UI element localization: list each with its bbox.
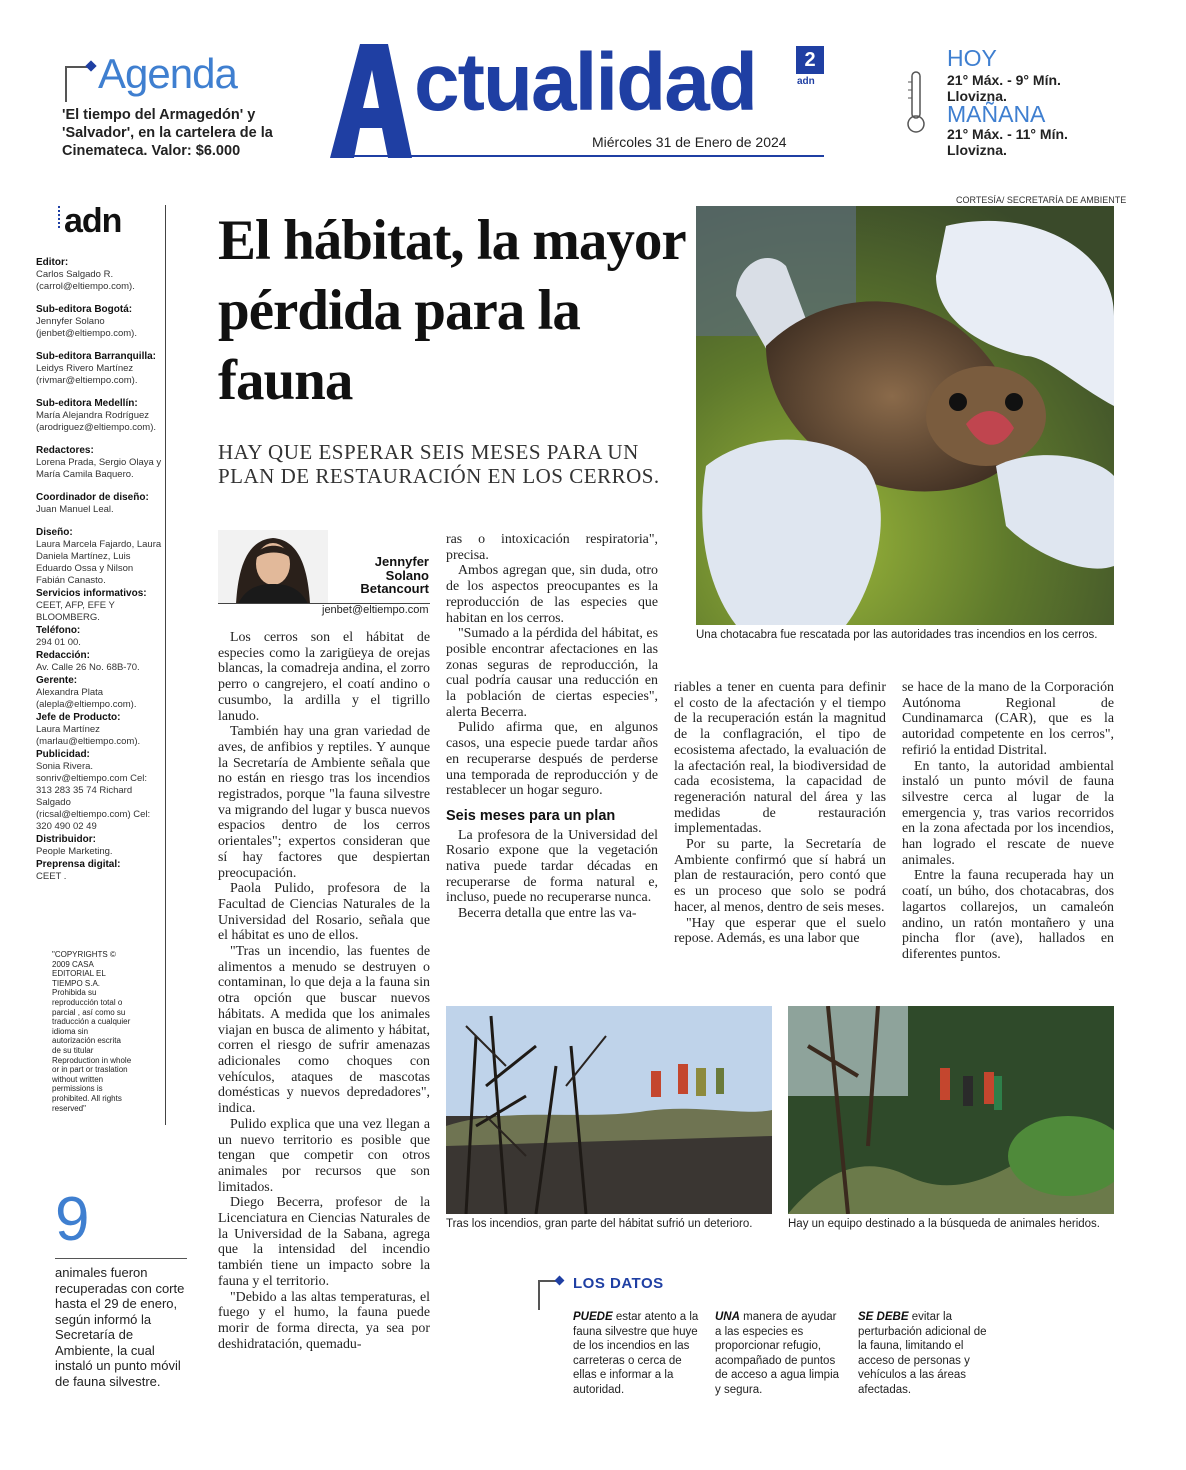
staff-role: Distribuidor: — [36, 834, 96, 845]
paragraph: Por su parte, la Secretaría de Ambiente confirmó que sí habrá un plan de restauración, pero contó que es un proceso que solo se podrá hacer, al menos, dentro de seis meses. — [674, 837, 886, 915]
staff-entry — [36, 445, 164, 481]
sidebar-divider — [165, 205, 166, 1125]
staff-lines: María Alejandra Rodríguez (arodriguez@eltiempo.com). — [36, 410, 156, 433]
staff-entry — [36, 675, 164, 711]
staff-lines: Jennyfer Solano (jenbet@eltiempo.com). — [36, 316, 137, 339]
paragraph: Becerra detalla que entre las va- — [458, 906, 637, 922]
staff-role: Sub-editora Bogotá: — [36, 304, 133, 315]
paragraph: "Hay que esperar que el suelo repose. Además, es una labor que — [674, 915, 886, 947]
paragraph: También hay una gran variedad de aves, de anfibios y reptiles. Y aunque la Secretaría de Ambiente señala que no están en riesgo tras los incendios registrados, porque "la fauna silvestre va migrando del lugar y busca nuevos espacios dentro de los cerros orientales"; expertos consideran que sí hay factores que despiertan preocupación. — [218, 724, 430, 881]
staff-role: Editor: — [36, 257, 69, 268]
datos-lead: PUEDE — [573, 1311, 613, 1323]
datos-lead: UNA — [715, 1311, 740, 1323]
article-column-3 — [674, 680, 886, 947]
staff-lines: CEET, AFP, EFE Y BLOOMBERG. — [36, 600, 115, 623]
staff-lines: Laura Martínez (marlau@eltiempo.com). — [36, 724, 141, 747]
staff-entry — [36, 492, 164, 516]
staff-role: Coordinador de diseño: — [36, 492, 149, 503]
datos-lead: SE DEBE — [858, 1311, 909, 1323]
staff-entry — [36, 304, 164, 340]
staff-entry — [36, 859, 164, 883]
weather-today-temps: 21° Máx. - 9° Mín. — [947, 72, 1061, 88]
paragraph: "Sumado a la pérdida del hábitat, es posible encontrar afectaciones en las zonas seguras de reproducción, la cual podría causar una reducción en la población de ciertas especies", alerta Becerra. — [446, 626, 658, 720]
staff-role: Publicidad: — [36, 749, 90, 760]
article-column-1 — [218, 630, 430, 1352]
weather-today-label: HOY — [947, 45, 997, 71]
staff-role: Preprensa digital: — [36, 859, 121, 870]
photo2-caption: Tras los incendios, gran parte del hábitat sufrió un deterioro. — [446, 1218, 753, 1230]
paragraph: Ambos agregan que, sin duda, otro de los aspectos preocupantes es la reproducción de las especies que habitan en los cerros. — [446, 563, 658, 626]
stat-text: animales fueron recuperadas con corte hasta el 29 de enero, según informó la Secretaría de Ambiente, la cual instaló un punto móvil de fauna silvestre. — [55, 1265, 185, 1389]
author-photo — [218, 530, 328, 604]
paragraph: Paola Pulido, profesora de la Facultad de Ciencias Naturales de la Universidad del Rosario, señala que el hábitat es uno de ellos. — [218, 881, 430, 944]
paragraph: Pulido afirma que, en algunos casos, una especie puede tardar años en recuperarse después de perderse una temporada de reproducción y de restablecer un hogar seguro. — [446, 720, 658, 799]
staff-lines: Laura Marcela Fajardo, Laura Daniela Martínez, Luis Eduardo Ossa y Nilson Fabián Canasto. — [36, 539, 162, 586]
paragraph: "Debido a las altas temperaturas, el fuego y el humo, la fauna puede morir de forma directa, ya sea por deshidratación, quemadu- — [218, 1289, 430, 1352]
staff-role: Jefe de Producto: — [36, 712, 121, 723]
photo3-caption: Hay un equipo destinado a la búsqueda de animales heridos. — [788, 1218, 1100, 1230]
thermometer-icon — [906, 70, 926, 134]
article-headline: El hábitat, la mayor pérdida para la fauna — [218, 209, 685, 412]
staff-entry — [36, 749, 164, 833]
weather-tomorrow-desc: Llovizna. — [947, 142, 1007, 158]
staff-lines: Sonia Rivera. sonriv@eltiempo.com Cel: 313 283 35 74 Richard Salgado (ricsal@eltiempo.com) Cel: 320 490 02 49 — [36, 761, 151, 832]
photo-burned-forest — [446, 1006, 772, 1214]
staff-entry — [36, 351, 164, 387]
staff-entry — [36, 650, 164, 674]
paragraph: Diego Becerra, profesor de la Licenciatura en Ciencias Naturales de la Universidad de la Sabana, agrega que la intensidad del incendio también tiene un impacto sobre la fauna y el territorio. — [218, 1195, 430, 1289]
datos-item — [858, 1310, 988, 1398]
paragraph: se hace de la mano de la Corporación Autónoma Regional de Cundinamarca (CAR), que es la autoridad competente en los cerros", refirió la entidad Distrital. — [902, 680, 1114, 758]
staff-role: Gerente: — [36, 675, 78, 686]
staff-lines: CEET . — [36, 871, 67, 882]
staff-entry — [36, 834, 164, 858]
article-column-2 — [446, 532, 658, 922]
paragraph: En tanto, la autoridad ambiental instaló un punto móvil de fauna silvestre cerca al lugar de la emergencia y, tras varios recorridos en la zona afectada por los incendios, han logrado el rescate de nueve animales. — [902, 758, 1114, 868]
paragraph: Los cerros son el hábitat de especies como la zarigüeya de orejas blancas, la comadreja andina, el zorro perro o cangrejero, el coatí andino o cusumbo, la ardilla y el tigrillo lanudo. — [218, 630, 430, 724]
staff-lines: Juan Manuel Leal. — [36, 504, 114, 515]
staff-role: Redacción: — [36, 650, 90, 661]
datos-bracket — [538, 1280, 558, 1310]
staff-entry — [36, 257, 164, 293]
author-email: jenbet@eltiempo.com — [322, 604, 429, 616]
paragraph: La profesora de la Universidad del Rosario expone que la vegetación nativa puede tardar décadas en recuperarse de forma natural e, incluso, puede no recuperarse nunca. — [446, 827, 658, 906]
staff-entry — [36, 625, 164, 649]
stat-number: 9 — [55, 1185, 90, 1254]
staff-lines: 294 01 00. — [36, 637, 81, 648]
main-photo-caption: Una chotacabra fue rescatada por las autoridades tras incendios en los cerros. — [696, 629, 1098, 641]
staff-lines: Alexandra Plata (alepla@eltiempo.com). — [36, 687, 137, 710]
staff-entry — [36, 588, 164, 624]
agenda-text: 'El tiempo del Armagedón' y 'Salvador', en la cartelera de la Cinemateca. Valor: $6.000 — [62, 107, 273, 159]
staff-role: Teléfono: — [36, 625, 81, 636]
main-photo-bird — [696, 206, 1114, 625]
photo-rescue-team — [788, 1006, 1114, 1214]
page-brand: adn — [797, 76, 815, 87]
staff-entry — [36, 712, 164, 748]
weather-today-desc: Llovizna. — [947, 88, 1007, 104]
staff-role: Servicios informativos: — [36, 588, 147, 599]
weather-tomorrow-temps: 21° Máx. - 11° Mín. — [947, 126, 1068, 142]
datos-title: LOS DATOS — [573, 1275, 664, 1292]
datos-text: evitar la perturbación adicional de la fauna, limitando el acceso de personas y vehículos a las áreas afectadas. — [858, 1311, 987, 1396]
datos-text: estar atento a la fauna silvestre que huye de los incendios en las carreteras o cerca de ellas e informar a la autoridad. — [573, 1311, 699, 1396]
author-name: Jennyfer Solano Betancourt — [360, 554, 429, 597]
staff-lines: Av. Calle 26 No. 68B-70. — [36, 662, 140, 673]
staff-role: Diseño: — [36, 527, 73, 538]
staff-lines: People Marketing. — [36, 846, 113, 857]
staff-lines: Lorena Prada, Sergio Olaya y María Camila Baquero. — [36, 457, 162, 480]
agenda-bracket — [65, 66, 91, 102]
article-column-4 — [902, 680, 1114, 963]
page-number: 2 — [796, 46, 824, 74]
staff-entry — [36, 398, 164, 434]
paragraph: Entre la fauna recuperada hay un coatí, un búho, dos chotacabras, dos lagartos collarejos, un camaleón andino, un ratón montañero y una pincha flor (ave), hallados en diferentes puntos. — [902, 868, 1114, 962]
staff-lines: Carlos Salgado R. (carrol@eltiempo.com). — [36, 269, 135, 292]
sidebar-logo-dots — [58, 206, 62, 228]
staff-list — [36, 257, 164, 884]
agenda-title: Agenda — [98, 50, 237, 97]
paragraph: riables a tener en cuenta para definir el costo de la afectación y el tiempo de la recuperación están la magnitud de la conflagración, el tipo de ecosistema afectado, la evaluación de la afectación real, la biodiversidad de cada ecosistema, la capacidad de regeneración natural del área y las medidas de restauración implementadas. — [674, 680, 886, 837]
datos-item — [573, 1310, 703, 1398]
copyright-notice: "COPYRIGHTS © 2009 CASA EDITORIAL EL TIEMPO S.A. Prohibida su reproducción total o parcial , así como su traducción a cualquier idioma sin autorización escrita de su titular Reproduction in whole or in part or traslation without written permissions is prohibited. All rights reserved" — [52, 950, 132, 1113]
paragraph: "Tras un incendio, las fuentes de alimentos a menudo se destruyen o contaminan, lo que deja a la fauna sin otra opción que buscar nuevos hábitats. A medida que los animales viajan en busca de alimento y hábitat, corren el riesgo de sufrir amenazas adicionales como choques con vehículos, ataques de mascotas domésticas y nuevos depredadores", indica. — [218, 944, 430, 1117]
paragraph: Pulido explica que una vez llegan a un nuevo territorio es posible que tengan que competir con otros animales por recursos que son limitados. — [218, 1116, 430, 1195]
header-rule — [346, 155, 824, 157]
staff-role: Redactores: — [36, 445, 94, 456]
stat-rule — [55, 1258, 187, 1259]
paragraph: ras o intoxicación respiratoria", precisa. — [446, 532, 658, 563]
weather-tomorrow-label: MAÑANA — [947, 101, 1046, 127]
section-logo-a-icon — [330, 44, 412, 158]
article-deck: HAY QUE ESPERAR SEIS MESES PARA UN PLAN DE RESTAURACIÓN EN LOS CERROS. — [218, 440, 660, 488]
sidebar-logo: adn — [64, 202, 122, 240]
staff-lines: Leidys Rivero Martínez (rivmar@eltiempo.com). — [36, 363, 138, 386]
photo-credit: CORTESÍA/ SECRETARÍA DE AMBIENTE — [956, 195, 1127, 205]
article-subhead: Seis meses para un plan — [446, 807, 616, 824]
staff-role: Sub-editora Barranquilla: — [36, 351, 157, 362]
staff-role: Sub-editora Medellín: — [36, 398, 138, 409]
datos-text: manera de ayudar a las especies es proporcionar refugio, acompañado de puntos de acceso a agua limpia y segura. — [715, 1311, 840, 1396]
issue-date: Miércoles 31 de Enero de 2024 — [592, 134, 787, 150]
datos-item — [715, 1310, 845, 1398]
staff-entry — [36, 527, 164, 587]
section-title: ctualidad — [414, 37, 756, 128]
